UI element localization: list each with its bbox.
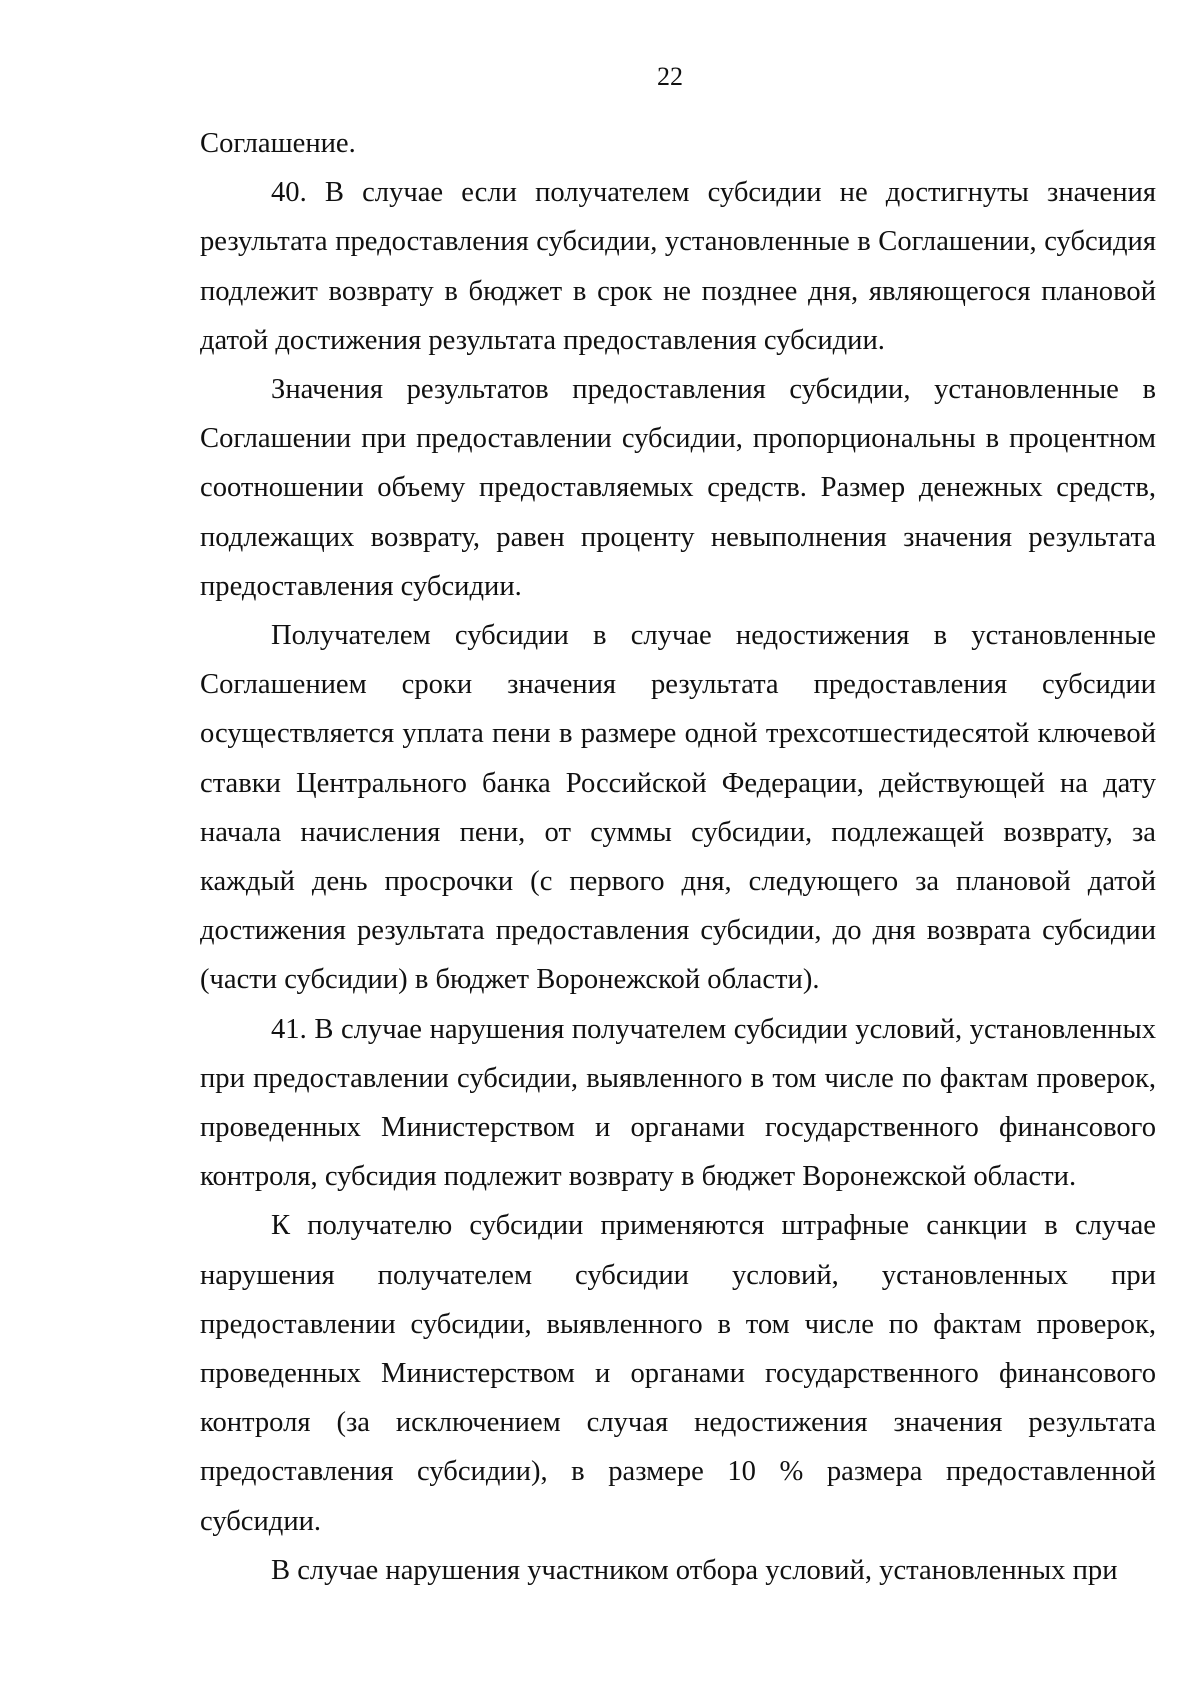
document-body (200, 119, 1156, 1595)
paragraph-item-40: 40. В случае если получателем субсидии не достигнуты значения результата предоставления субсидии, установленные в Соглашении, субсидия подлежит возврату в бюджет в срок не позднее дня, являющегося плановой датой достижения результата предоставления субсидии. (200, 177, 1156, 356)
paragraph-penalty: Получателем субсидии в случае недостижения в установленные Соглашением сроки значения результата предоставления субсидии осуществляется уплата пени в размере одной трехсотшестидесятой ключевой ставки Центрального банка Российской Федерации, действующей на дату начала начисления пени, от суммы субсидии, подлежащей возврату, за каждый день просрочки (с первого дня, следующего за плановой датой достижения результата предоставления субсидии, до дня возврата субсидии (части субсидии) в бюджет Воронежской области). (200, 620, 1156, 996)
paragraph-selection-violation: В случае нарушения участником отбора условий, установленных при (271, 1554, 1118, 1586)
page-number: 22 (657, 62, 683, 91)
paragraph-continuation: Соглашение. (200, 128, 356, 159)
paragraph-fines: К получателю субсидии применяются штрафные санкции в случае нарушения получателем субсидии условий, установленных при предоставлении субсидии, выявленного в том числе по фактам проверок, проведенных Министерством и органами государственного финансового контроля (за исключением случая недостижения значения результата предоставления субсидии), в размере 10 % размера предоставленной субсидии. (200, 1210, 1156, 1537)
paragraph-results-values: Значения результатов предоставления субсидии, установленные в Соглашении при предоставлении субсидии, пропорциональны в процентном соотношении объему предоставляемых средств. Размер денежных средств, подлежащих возврату, равен проценту невыполнения значения результата предоставления субсидии. (200, 374, 1156, 602)
paragraph-item-41: 41. В случае нарушения получателем субсидии условий, установленных при предоставлении субсидии, выявленного в том числе по фактам проверок, проведенных Министерством и органами государственного финансового контроля, субсидия подлежит возврату в бюджет Воронежской области. (200, 1013, 1156, 1193)
